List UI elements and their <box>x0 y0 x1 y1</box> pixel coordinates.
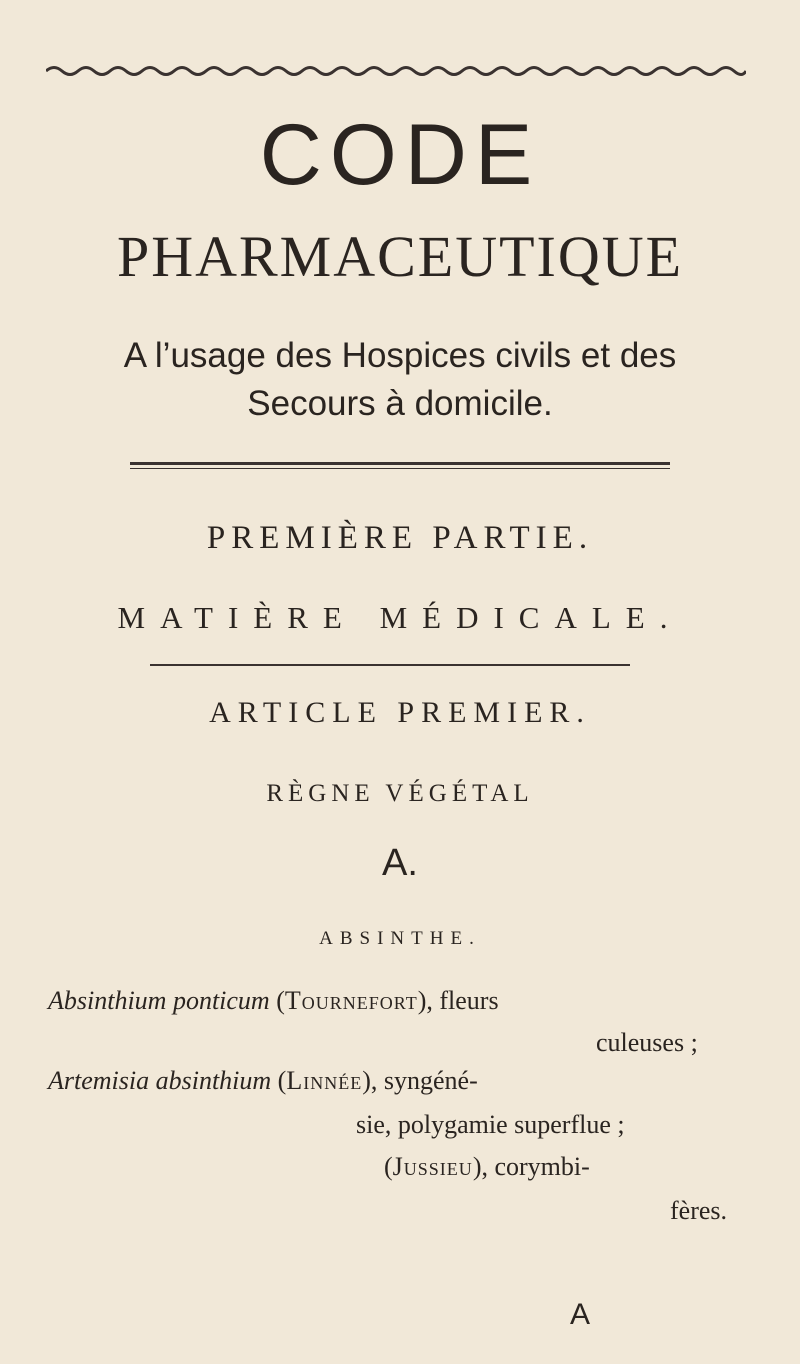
usage-statement <box>0 332 800 428</box>
author-3: Jussieu <box>392 1152 473 1181</box>
latin-name-2: Artemisia absinthium <box>48 1066 272 1095</box>
decorative-border-ornament <box>46 62 746 80</box>
double-rule-bottom <box>130 468 670 469</box>
latin-name-1: Absinthium ponticum <box>48 986 270 1015</box>
entry-line-6 <box>670 1196 727 1226</box>
section-rule <box>150 664 630 666</box>
double-rule-top <box>130 462 670 465</box>
part-title: PREMIÈRE PARTIE. <box>206 520 594 556</box>
usage-line-2: Secours à domicile. <box>247 384 553 423</box>
entry-line-1: Absinthium ponticum (Tournefort), fleurs <box>48 986 499 1015</box>
author-1: Tournefort <box>284 986 418 1015</box>
entry-line-4 <box>356 1110 625 1140</box>
description-3b: fères. <box>670 1196 728 1225</box>
entry-heading: ABSINTHE. <box>319 928 481 949</box>
kingdom-heading: RÈGNE VÉGÉTAL <box>266 780 534 807</box>
description-1a: , fleurs <box>426 986 499 1015</box>
description-2a: , syngéné- <box>370 1066 478 1095</box>
usage-line-1: A l’usage des Hospices civils et des <box>123 336 677 375</box>
entry-line-2 <box>596 1028 698 1058</box>
description-3a: , corymbi- <box>481 1152 590 1181</box>
signature-mark: A <box>570 1298 591 1331</box>
description-1b: culeuses ; <box>596 1028 698 1057</box>
entry-line-5: (Jussieu), corymbi- <box>384 1152 590 1181</box>
letter-heading: A. <box>382 842 418 884</box>
entry-line-3: Artemisia absinthium (Linnée), syngéné- <box>48 1066 478 1095</box>
description-2b: sie, polygamie superflue ; <box>356 1110 625 1139</box>
author-2: Linnée <box>286 1066 363 1095</box>
book-title: CODE <box>259 107 541 203</box>
article-title: ARTICLE PREMIER. <box>209 696 591 729</box>
part-subject: MATIÈRE MÉDICALE. <box>117 600 683 635</box>
book-subtitle: PHARMACEUTIQUE <box>116 224 684 289</box>
